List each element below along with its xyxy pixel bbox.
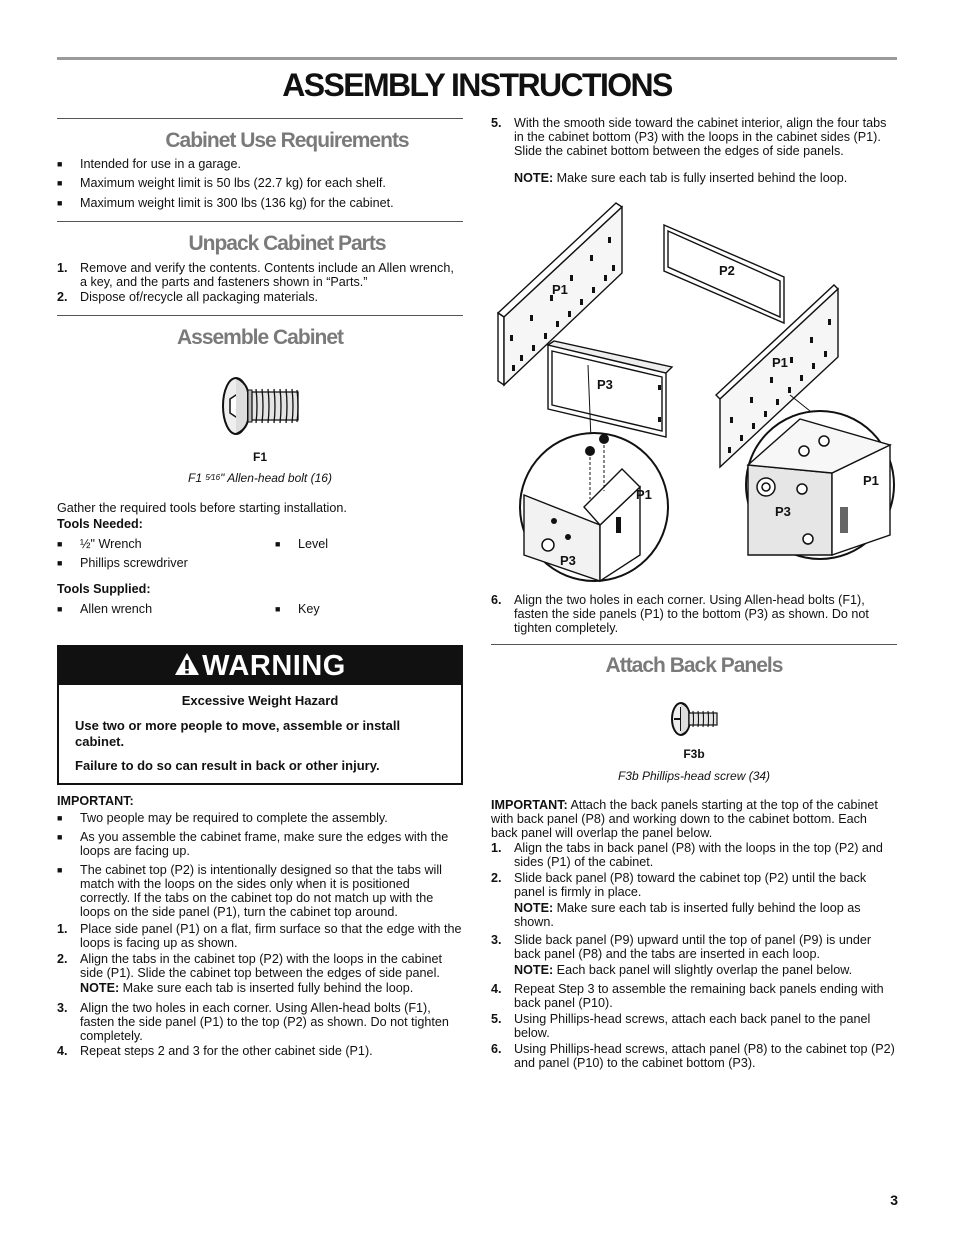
warning-word: WARNING xyxy=(202,650,346,682)
tools-supplied-label: Tools Supplied: xyxy=(57,582,151,596)
diagram-label-p2: P2 xyxy=(719,263,735,278)
step-number: 1. xyxy=(491,841,502,855)
note-label: NOTE: xyxy=(514,171,554,185)
section-divider xyxy=(491,644,897,645)
important-label: IMPORTANT: xyxy=(491,798,568,812)
zoom-label-p3: P3 xyxy=(775,504,791,519)
tool-text: Phillips screwdriver xyxy=(80,556,188,570)
step-item xyxy=(491,841,897,869)
caption-fraction: 5⁄16 xyxy=(205,473,221,482)
step-number: 3. xyxy=(491,933,502,947)
step-item xyxy=(491,982,897,1010)
step-item xyxy=(491,871,897,899)
step-number: 2. xyxy=(57,290,68,304)
section-divider xyxy=(57,118,463,119)
step-text: Align the two holes in each corner. Using Allen-head bolts (F1), fasten the side panels (P1) to the bottom (P3) as shown. Do not tighten completely. xyxy=(514,593,869,636)
step-item xyxy=(57,1001,463,1043)
cabinet-use-title: Cabinet Use Requirements xyxy=(165,129,409,152)
part-label-f1: F1 xyxy=(252,450,267,464)
caption-prefix: F1 xyxy=(188,471,206,485)
diagram-label-p1: P1 xyxy=(552,282,568,297)
step-item xyxy=(57,290,463,304)
list-item: ■ Allen wrench xyxy=(57,602,153,616)
important-text: The cabinet top (P2) is intentionally designed so that the tabs will match with the loops on the sides only when it is positioned correctly. If the tabs on the cabinet top do not match up with the loops on the side panel (P1), turn the cabinet top around. xyxy=(80,863,442,920)
part-caption-f1 xyxy=(57,472,463,485)
step-text: Using Phillips-head screws, attach panel (P8) to the cabinet top (P2) and panel (P10) to the cabinet bottom (P3). xyxy=(514,1042,895,1071)
warning-box xyxy=(57,645,463,785)
warning-line-2: Failure to do so can result in back or other injury. xyxy=(75,758,380,773)
important-text: As you assemble the cabinet frame, make sure the edges with the loops are facing up. xyxy=(80,830,449,859)
important-label: IMPORTANT: xyxy=(57,794,134,808)
zoom-label-p3: P3 xyxy=(560,553,576,568)
step-text: Align the tabs in back panel (P8) with the loops in the top (P2) and sides (P1) of the cabinet. xyxy=(514,841,883,870)
warning-hazard: Excessive Weight Hazard xyxy=(181,693,339,708)
important-text: Two people may be required to complete the assembly. xyxy=(80,811,388,825)
section-divider xyxy=(57,221,463,222)
step-text: Align the tabs in the cabinet top (P2) with the loops in the cabinet side (P1). Slide the cabinet top between the edges of side panel. xyxy=(80,952,442,981)
tool-text: Allen wrench xyxy=(80,602,153,616)
list-item: ■ Key xyxy=(275,602,320,616)
step-number: 5. xyxy=(491,116,502,130)
step-item xyxy=(57,922,463,950)
back-important xyxy=(491,798,897,840)
step-item xyxy=(491,116,897,158)
note-label: NOTE: xyxy=(514,901,554,915)
step-text: Remove and verify the contents. Contents include an Allen wrench, a key, and the parts and fasteners shown in “Parts.” xyxy=(80,261,454,290)
warning-line-1: Use two or more people to move, assemble or install cabinet. xyxy=(75,718,401,749)
step-text: Place side panel (P1) on a flat, firm surface so that the edge with the loops is facing up as shown. xyxy=(80,922,462,951)
tool-text: Key xyxy=(298,602,320,616)
step-number: 3. xyxy=(57,1001,68,1015)
note-text: Each back panel will slightly overlap the panel below. xyxy=(553,963,853,977)
step-number: 6. xyxy=(491,593,502,607)
top-rule xyxy=(57,57,897,60)
step-number: 1. xyxy=(57,922,68,936)
diagram-label-p1: P1 xyxy=(772,355,788,370)
step-item xyxy=(57,952,463,980)
section-divider xyxy=(57,315,463,316)
list-item: ■ Two people may be required to complete the assembly. xyxy=(57,811,388,825)
gather-text: Gather the required tools before starting installation. xyxy=(57,501,347,515)
tools-needed-label: Tools Needed: xyxy=(57,517,143,531)
allen-bolt-icon xyxy=(218,372,304,440)
page-number: 3 xyxy=(890,1192,898,1208)
note-line xyxy=(491,901,897,929)
unpack-title: Unpack Cabinet Parts xyxy=(188,232,386,255)
note-label: NOTE: xyxy=(514,963,554,977)
step-number: 4. xyxy=(491,982,502,996)
step-text: Slide back panel (P9) upward until the top of panel (P9) is under back panel (P8) and the tabs are inserted in each loop. xyxy=(514,933,872,962)
step-number: 4. xyxy=(57,1044,68,1058)
note-text: Make sure each tab is fully inserted behind the loop. xyxy=(553,171,848,185)
warning-heading xyxy=(59,650,461,682)
step-text: Repeat steps 2 and 3 for the other cabinet side (P1). xyxy=(80,1044,373,1058)
step-text: Dispose of/recycle all packaging materials. xyxy=(80,290,318,304)
part-label-f3b: F3b xyxy=(683,747,705,761)
step-item xyxy=(491,1012,897,1040)
step-number: 2. xyxy=(57,952,68,966)
diagram-label-p3: P3 xyxy=(597,377,613,392)
step-number: 5. xyxy=(491,1012,502,1026)
list-item-text: Maximum weight limit is 50 lbs (22.7 kg) for each shelf. xyxy=(80,176,386,190)
list-item-text: Intended for use in a garage. xyxy=(80,157,242,171)
warning-triangle-icon xyxy=(174,652,200,676)
assemble-title: Assemble Cabinet xyxy=(176,326,344,349)
step-number: 1. xyxy=(57,261,68,275)
tool-text: ½" Wrench xyxy=(80,537,142,551)
list-item: ■ Phillips screwdriver xyxy=(57,556,188,570)
list-item: ■ Intended for use in a garage. xyxy=(57,157,242,171)
note-line xyxy=(491,963,897,977)
list-item: ■ As you assemble the cabinet frame, make sure the edges with the loops are facing up. xyxy=(57,830,449,859)
list-item-text: Maximum weight limit is 300 lbs (136 kg) for the cabinet. xyxy=(80,196,394,210)
note-line xyxy=(57,981,463,995)
step-text: Repeat Step 3 to assemble the remaining back panels ending with back panel (P10). xyxy=(514,982,884,1011)
caption-suffix: " Allen-head bolt (16) xyxy=(220,471,332,485)
note-line xyxy=(491,171,897,185)
tool-text: Level xyxy=(298,537,329,551)
step-number: 2. xyxy=(491,871,502,885)
list-item: ■ ½" Wrench xyxy=(57,537,142,551)
list-item: ■ Maximum weight limit is 300 lbs (136 kg) for the cabinet. xyxy=(57,196,394,210)
step-text: Using Phillips-head screws, attach each back panel to the panel below. xyxy=(514,1012,871,1041)
back-panels-title: Attach Back Panels xyxy=(605,654,783,677)
important-text: Attach the back panels starting at the top of the cabinet with back panel (P8) and working down to the cabinet bottom. Each back panel will overlap the panel below. xyxy=(491,798,878,841)
cabinet-bottom-assembly-diagram xyxy=(490,195,900,585)
list-item: ■ Maximum weight limit is 50 lbs (22.7 kg) for each shelf. xyxy=(57,176,386,190)
page-title: ASSEMBLY INSTRUCTIONS xyxy=(282,67,672,103)
step-text: Slide back panel (P8) toward the cabinet top (P2) until the back panel is firmly in place. xyxy=(514,871,867,900)
note-label: NOTE: xyxy=(80,981,120,995)
list-item: ■ Level xyxy=(275,537,329,551)
step-item xyxy=(57,261,463,289)
step-number: 6. xyxy=(491,1042,502,1056)
phillips-screw-icon xyxy=(668,700,722,738)
part-caption-f3b: F3b Phillips-head screw (34) xyxy=(617,769,771,783)
step-text: With the smooth side toward the cabinet interior, align the four tabs in the cabinet bottom (P3) with the loops in the cabinet sides (P1). Slide the cabinet bottom between the edges of side panels. xyxy=(514,116,887,159)
list-item: ■ The cabinet top (P2) is intentionally designed so that the tabs will match with the loops on the sides only when it is positioned correctly. If the tabs on the cabinet top do not match up with the loops on the side panel (P1), turn the cabinet top around. xyxy=(57,863,442,920)
step-item xyxy=(491,593,897,635)
note-text: Make sure each tab is inserted fully behind the loop as shown. xyxy=(514,901,861,930)
step-item xyxy=(491,933,897,961)
zoom-label-p1: P1 xyxy=(636,487,652,502)
warning-header xyxy=(59,647,461,685)
step-item xyxy=(491,1042,897,1070)
step-item xyxy=(57,1044,463,1058)
note-text: Make sure each tab is inserted fully behind the loop. xyxy=(119,981,414,995)
zoom-label-p1: P1 xyxy=(863,473,879,488)
step-text: Align the two holes in each corner. Using Allen-head bolts (F1), fasten the side panel (P1) to the top (P2) as shown. Do not tighten completely. xyxy=(80,1001,449,1044)
